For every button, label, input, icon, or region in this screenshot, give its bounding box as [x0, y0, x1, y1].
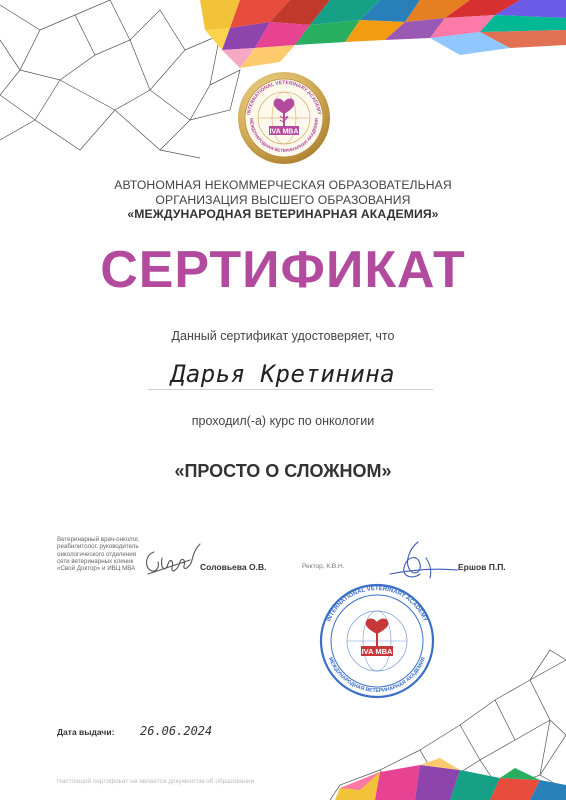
issue-date-label: Дата выдачи: — [57, 727, 115, 737]
organization-name — [0, 178, 566, 222]
stamp-monogram: IVA MBA — [361, 647, 393, 656]
left-signer-description-line: Ветеринарный врач-онколог, — [57, 536, 140, 543]
left-signer-description-line: онкологического отделения — [57, 550, 137, 558]
logo-monogram: IVA MBA — [269, 128, 299, 136]
right-handwritten-signature — [360, 538, 460, 582]
right-signer-role: Ректор, К.В.Н. — [302, 563, 345, 570]
issue-date-value: 26.06.2024 — [140, 724, 213, 738]
left-signer-description-line: сети ветеринарных клиник — [57, 557, 134, 565]
academy-logo — [236, 70, 332, 166]
svg-text:МЕЖДУНАРОДНАЯ ВЕТЕРИНАРНАЯ АКА — [327, 656, 427, 694]
course-name: «ПРОСТО О СЛОЖНОМ» — [174, 461, 392, 481]
organization-line-1: АВТОНОМНАЯ НЕКОММЕРЧЕСКАЯ ОБРАЗОВАТЕЛЬНАЯ — [114, 178, 452, 192]
svg-text:INTERNATIONAL VETERINARY ACADE — [326, 586, 428, 623]
stamp-ring-text-bottom: МЕЖДУНАРОДНАЯ ВЕТЕРИНАРНАЯ АКАДЕМИЯ — [327, 656, 427, 695]
left-signer-name: Соловьева О.В. — [200, 562, 267, 572]
certifies-text: Данный сертификат удостоверяет, что — [171, 329, 395, 343]
logo-ring-text-top: INTERNATIONAL VETERINARY ACADEMY — [246, 80, 322, 116]
logo-ring-text-bottom: МЕЖДУНАРОДНАЯ ВЕТЕРИНАРНАЯ АКАДЕМИЯ — [248, 117, 320, 153]
right-signer-name: Ершов П.П. — [458, 562, 506, 572]
academy-stamp — [318, 582, 436, 700]
completed-text: проходил(-а) курс по онкологии — [191, 414, 375, 428]
organization-line-3: «МЕЖДУНАРОДНАЯ ВЕТЕРИНАРНАЯ АКАДЕМИЯ» — [127, 207, 439, 221]
organization-line-2: ОРГАНИЗАЦИЯ ВЫСШЕГО ОБРАЗОВАНИЯ — [155, 192, 411, 207]
footnote-disclaimer: Настоящий сертификат не является документом об образовании — [57, 778, 255, 785]
left-signer-description-line: «Свой Доктор» и ИВЦ МВА — [57, 565, 136, 573]
left-signer-description-line: реабилитолог, руководитель — [57, 543, 139, 551]
stamp-ring-text-top: INTERNATIONAL VETERINARY ACADEMY — [326, 585, 428, 623]
left-handwritten-signature — [140, 540, 202, 582]
recipient-name: Дарья Кретинина — [170, 360, 396, 388]
name-underline — [148, 389, 433, 390]
certificate-title: СЕРТИФИКАТ — [100, 241, 466, 299]
